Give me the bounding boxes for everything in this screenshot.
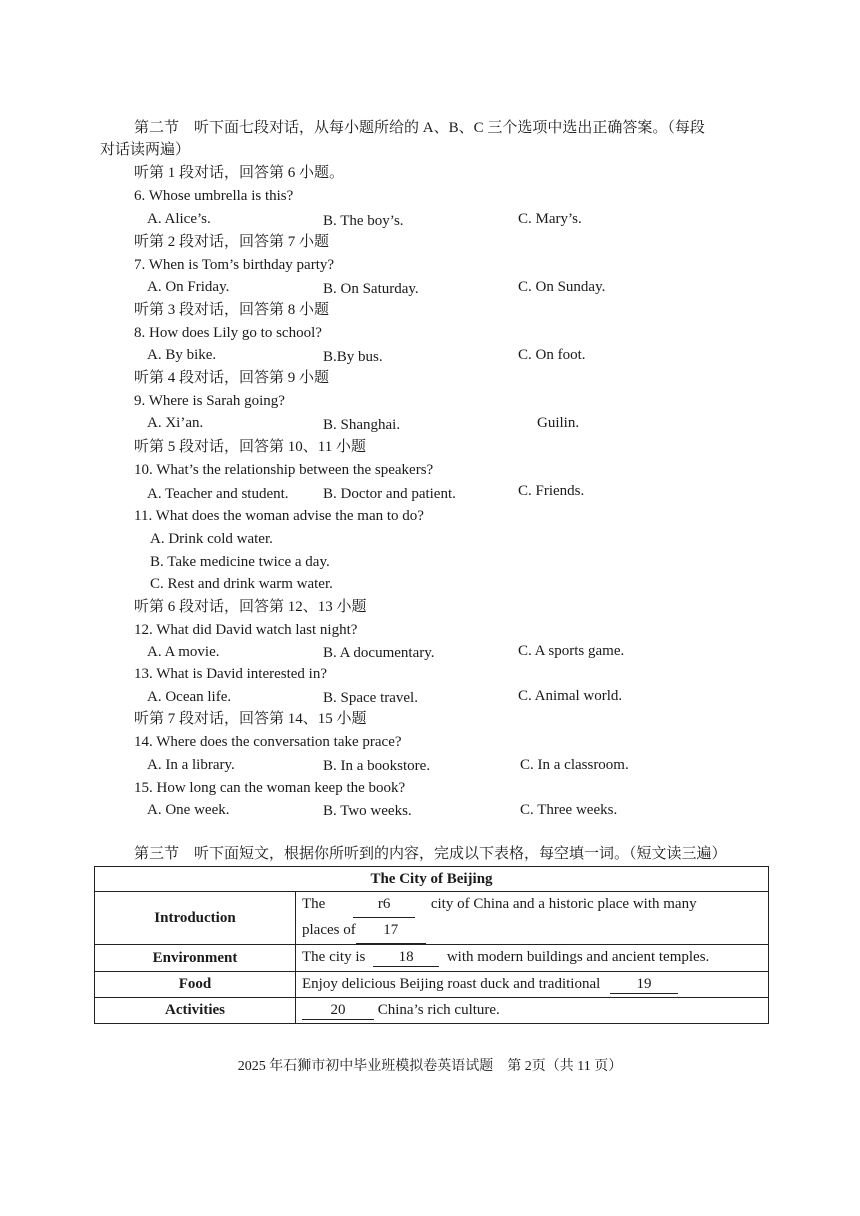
option-a: A. Xi’an. bbox=[147, 415, 204, 431]
option-a: A. Alice’s. bbox=[147, 211, 211, 227]
dialogue-intro: 听第 4 段对话，回答第 9 小题 bbox=[134, 370, 330, 386]
question: 10. What’s the relationship between the speakers? bbox=[134, 462, 434, 478]
question: 6. Whose umbrella is this? bbox=[134, 188, 294, 204]
dialogue-intro: 听第 2 段对话，回答第 7 小题 bbox=[134, 234, 330, 250]
blank-18[interactable]: 18 bbox=[373, 949, 439, 967]
cell-text: Enjoy delicious Beijing roast duck and traditional bbox=[302, 975, 601, 992]
row-value-food bbox=[296, 972, 769, 998]
option-b: B. Space travel. bbox=[323, 690, 418, 706]
option-b: B. Two weeks. bbox=[323, 803, 412, 819]
section-heading: 第二节 听下面七段对话，从每小题所给的 A、B、C 三个选项中选出正确答案。（每段 bbox=[134, 120, 705, 136]
row-value-activities bbox=[296, 998, 769, 1024]
option-a: A. One week. bbox=[147, 802, 230, 818]
dialogue-intro: 听第 5 段对话，回答第 10、11 小题 bbox=[134, 439, 366, 455]
option-c: C. Friends. bbox=[518, 483, 585, 499]
option-b: B. Doctor and patient. bbox=[323, 486, 456, 502]
cell-text: The city is bbox=[302, 949, 366, 965]
option-c: C. Rest and drink warm water. bbox=[150, 576, 333, 592]
blank-16[interactable]: r6 bbox=[353, 892, 415, 918]
table-title: The City of Beijing bbox=[95, 867, 769, 892]
question: 13. What is David interested in? bbox=[134, 666, 328, 682]
option-c: C. Three weeks. bbox=[520, 802, 618, 818]
row-key-activities: Activities bbox=[95, 998, 296, 1024]
dialogue-intro: 听第 3 段对话，回答第 8 小题 bbox=[134, 302, 330, 318]
blank-20[interactable]: 20 bbox=[302, 1002, 374, 1020]
question: 12. What did David watch last night? bbox=[134, 622, 358, 638]
question: 9. Where is Sarah going? bbox=[134, 393, 285, 409]
option-c: C. A sports game. bbox=[518, 643, 625, 659]
question: 11. What does the woman advise the man to do? bbox=[134, 508, 424, 524]
cell-text: The bbox=[302, 896, 326, 912]
question: 14. Where does the conversation take prace? bbox=[134, 734, 402, 750]
section-heading-cont: 对话读两遍） bbox=[100, 142, 191, 158]
option-a: A. By bike. bbox=[147, 347, 217, 363]
dialogue-intro: 听第 6 段对话，回答第 12、13 小题 bbox=[134, 599, 367, 615]
blank-19[interactable]: 19 bbox=[610, 976, 678, 994]
row-key-food: Food bbox=[95, 972, 296, 998]
cell-text: city of China and a historic place with many bbox=[430, 896, 697, 912]
option-c: C. In a classroom. bbox=[520, 757, 629, 773]
option-a: A. A movie. bbox=[147, 644, 220, 660]
beijing-table bbox=[94, 866, 769, 1024]
option-b: B.By bus. bbox=[323, 349, 383, 365]
option-a: A. Teacher and student. bbox=[147, 486, 289, 502]
page-footer: 2025 年石狮市初中毕业班模拟卷英语试题 第 2页（共 11 页） bbox=[237, 1059, 623, 1074]
option-c: Guilin. bbox=[537, 415, 580, 431]
option-b: B. In a bookstore. bbox=[323, 758, 431, 774]
section3-heading: 第三节 听下面短文，根据你所听到的内容，完成以下表格，每空填一词。（短文读三遍） bbox=[134, 846, 727, 862]
option-c: C. Animal world. bbox=[518, 688, 623, 704]
option-b: B. Shanghai. bbox=[323, 417, 401, 433]
option-b: B. A documentary. bbox=[323, 645, 435, 661]
row-value-introduction bbox=[296, 892, 769, 945]
option-c: C. On Sunday. bbox=[518, 279, 606, 295]
option-b: B. On Saturday. bbox=[323, 281, 419, 297]
option-c: C. On foot. bbox=[518, 347, 586, 363]
dialogue-intro: 听第 1 段对话，回答第 6 小题。 bbox=[134, 165, 345, 181]
dialogue-intro: 听第 7 段对话，回答第 14、15 小题 bbox=[134, 711, 367, 727]
option-a: A. In a library. bbox=[147, 757, 235, 773]
cell-text: with modern buildings and ancient temples. bbox=[446, 949, 710, 965]
blank-17[interactable]: 17 bbox=[356, 918, 426, 944]
row-key-environment: Environment bbox=[95, 945, 296, 972]
option-a: A. Ocean life. bbox=[147, 689, 232, 705]
question: 15. How long can the woman keep the book? bbox=[134, 780, 406, 796]
option-b: B. Take medicine twice a day. bbox=[150, 554, 330, 570]
row-value-environment bbox=[296, 945, 769, 972]
question: 8. How does Lily go to school? bbox=[134, 325, 322, 341]
option-b: B. The boy’s. bbox=[323, 213, 404, 229]
option-c: C. Mary’s. bbox=[518, 211, 582, 227]
option-a: A. On Friday. bbox=[147, 279, 230, 295]
cell-text: places of bbox=[302, 922, 356, 938]
row-key-introduction: Introduction bbox=[95, 892, 296, 945]
option-a: A. Drink cold water. bbox=[150, 531, 273, 547]
cell-text: China’s rich culture. bbox=[377, 1001, 500, 1018]
question: 7. When is Tom’s birthday party? bbox=[134, 257, 335, 273]
